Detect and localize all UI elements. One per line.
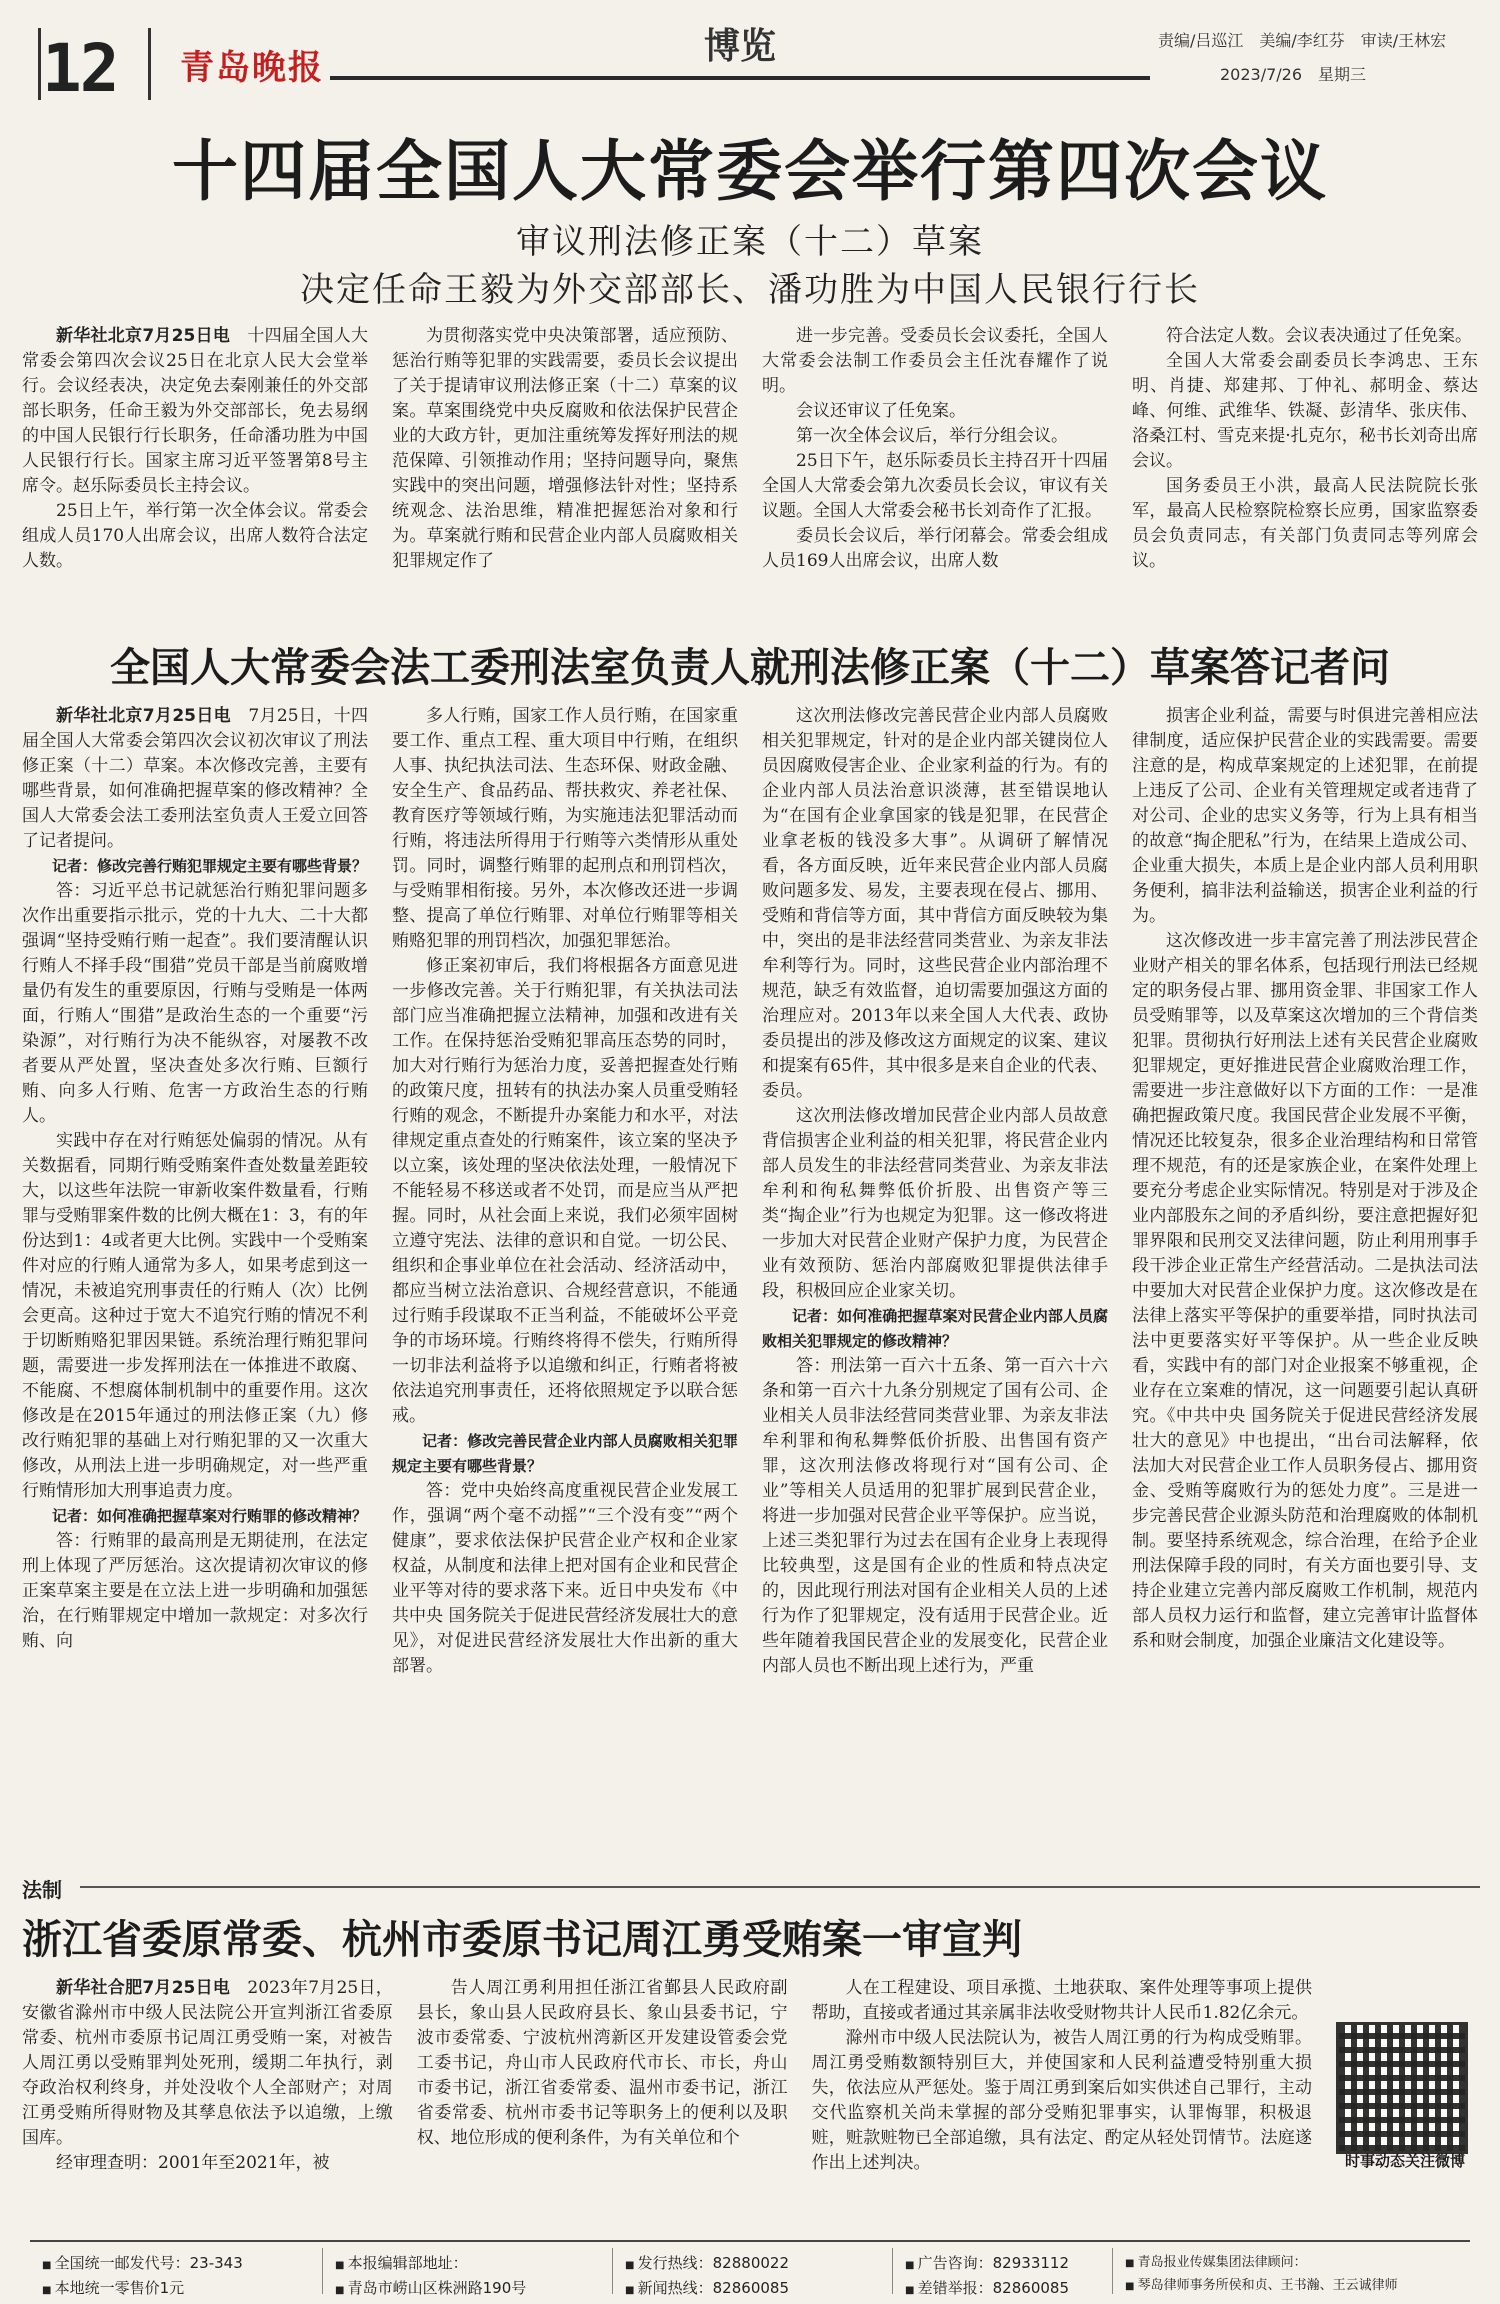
footer-distribution-hotline: ■ 发行热线：82880022 — [625, 2254, 789, 2272]
section-title: 博览 — [703, 26, 776, 67]
dateline: 新华社合肥7月25日电 — [56, 1978, 248, 1998]
masthead-rule-mid — [148, 28, 151, 100]
paragraph: 实践中存在对行贿惩处偏弱的情况。从有关数据看，同期行贿受贿案件查处数量差距较大，以这些年法院一审新收案件数量看，行贿罪与受贿罪案件数的比例大概在1：3，有的年份达到1：4或者更大比例。实践中一个受贿案件对应的行贿人通常为多人，如果考虑到这一情况，未被追究刑事责任的行贿人（次）比例会更高。这种过于宽大不追究行贿的情况不利于切断贿赂犯罪因果链。系统治理行贿犯罪问题，需要进一步发挥刑法在一体推进不敢腐、不能腐、不想腐体制机制中的重要作用。这次修改是在2015年通过的刑法修正案（九）修改行贿犯罪的基础上对行贿犯罪的又一次重大修改，从刑法上进一步明确规定，对一些严重行贿情形加大刑事追责力度。 — [22, 1131, 368, 1501]
article2-column — [22, 704, 368, 1854]
question: 记者：修改完善行贿犯罪规定主要有哪些背景？ — [52, 857, 368, 875]
article2-headline: 全国人大常委会法工委刑法室负责人就刑法修正案（十二）草案答记者问 — [110, 645, 1390, 691]
masthead-rule — [330, 76, 1150, 80]
paragraph: 损害企业利益，需要与时俱进完善相应法律制度，适应保护民营企业的实践需要。需要注意的是，构成草案规定的上述犯罪，在前提上违反了公司、企业有关管理规定或者违背了对公司、企业的忠实义务等，行为上具有相当的故意“掏企肥私”行为，在结果上造成公司、企业重大损失，本质上是企业内部人员利用职务便利，搞非法利益输送，损害企业利益的行为。 — [1132, 706, 1478, 926]
paragraph: 新华社北京7月25日电 7月25日，十四届全国人大常委会第四次会议初次审议了刑法修正案（十二）草案。本次修改完善，主要有哪些背景，如何准确把握草案的修改精神？全国人大常委会法工委刑法室负责人王爱立回答了记者提问。 — [22, 706, 368, 851]
qr-code[interactable] — [1336, 2022, 1468, 2154]
footer-legal-value: ■ 琴岛律师事务所侯和贞、王书瀚、王云诚律师 — [1125, 2278, 1398, 2293]
article2-column — [1132, 704, 1478, 1854]
footer-divider — [322, 2248, 323, 2294]
dateline: 新华社北京7月25日电 — [56, 706, 249, 726]
paragraph: 答：刑法第一百六十五条、第一百六十六条和第一百六十九条分别规定了国有公司、企业相关人员非法经营同类营业罪、为亲友非法牟利罪和徇私舞弊低价折股、出售国有资产罪，这次刑法修改将现行对“国有公司、企业”等相关人员适用的犯罪扩展到民营企业，将进一步加强对民营企业平等保护。应当说，上述三类犯罪行为过去在国有企业身上表现得比较典型，这是国有企业的性质和特点决定的，因此现行刑法对国有企业相关人员的上述行为作了犯罪规定，没有适用于民营企业。近些年随着我国民营企业的发展变化，民营企业内部人员也不断出现上述行为，严重 — [762, 1356, 1108, 1676]
article1-column — [1132, 324, 1478, 614]
article1-column — [762, 324, 1108, 614]
paragraph: 新华社北京7月25日电 十四届全国人大常委会第四次会议25日在北京人民大会堂举行。会议经表决，决定免去秦刚兼任的外交部部长职务，任命王毅为外交部部长，免去易纲的中国人民银行行长职务，任命潘功胜为中国人民银行行长。国家主席习近平签署第8号主席令。赵乐际委员长主持会议。 — [22, 326, 368, 496]
footer-legal-label: ■ 青岛报业传媒集团法律顾问： — [1125, 2255, 1307, 2270]
footer-hotlines — [625, 2252, 789, 2302]
footer-error-report: ■ 差错举报：82860085 — [905, 2279, 1069, 2297]
paragraph: 这次刑法修改完善民营企业内部人员腐败相关犯罪规定，针对的是企业内部关键岗位人员因腐败侵害企业、企业家利益的行为。有的企业内部人员法治意识淡薄，甚至错误地认为“在国有企业拿国家的钱是犯罪，在民营企业拿老板的钱没多大事”。从调研了解情况看，各方面反映，近年来民营企业内部人员腐败问题多发、易发，主要表现在侵占、挪用、受贿和背信等方面，其中背信方面反映较为集中，突出的是非法经营同类营业、为亲友非法牟利等行为。同时，这些民营企业内部治理不规范，缺乏有效监督，迫切需要加强这方面的治理应对。2013年以来全国人大代表、政协委员提出的涉及修改这方面规定的议案、建议和提案有65件，其中很多是来自企业的代表、委员。 — [762, 706, 1108, 1101]
footer-postal — [42, 2252, 243, 2302]
article2-column — [762, 704, 1108, 1854]
page-number: 12 — [42, 30, 118, 107]
paragraph: 国务委员王小洪，最高人民法院院长张军，最高人民检察院检察长应勇，国家监察委员会负责同志，有关部门负责同志等列席会议。 — [1132, 476, 1478, 571]
footer-address-label: ■ 本报编辑部地址： — [335, 2254, 468, 2272]
paragraph: 滁州市中级人民法院认为，被告人周江勇的行为构成受贿罪。周江勇受贿数额特别巨大，并使国家和人民利益遭受特别重大损失，依法应从严惩处。鉴于周江勇到案后如实供述自己罪行，主动交代监察机关尚未掌握的部分受贿犯罪事实，认罪悔罪，积极退赃，赃款赃物已全部追缴，具有法定、酌定从轻处罚情节。法庭遂作出上述判决。 — [811, 2028, 1312, 2173]
question: 记者：如何准确把握草案对行贿罪的修改精神？ — [52, 1507, 368, 1525]
footer-ads — [905, 2252, 1069, 2302]
question: 记者：如何准确把握草案对民营企业内部人员腐败相关犯罪规定的修改精神？ — [762, 1307, 1108, 1350]
dateline: 新华社北京7月25日电 — [56, 326, 248, 346]
paragraph: 委员长会议后，举行闭幕会。常委会组成人员169人出席会议，出席人数 — [762, 526, 1108, 571]
paragraph: 告人周江勇利用担任浙江省鄞县人民政府副县长，象山县人民政府县长、象山县委书记，宁波市委常委、宁波杭州湾新区开发建设管委会党工委书记，舟山市人民政府代市长、市长，舟山市委书记，浙江省委常委、温州市委书记，浙江省委常委、杭州市委书记等职务上的便利以及职权、地位形成的便利条件，为有关单位和个 — [416, 1978, 788, 2148]
article1-subhead1: 审议刑法修正案（十二）草案 — [516, 222, 984, 262]
paragraph: 为贯彻落实党中央决策部署，适应预防、惩治行贿等犯罪的实践需要，委员长会议提出了关于提请审议刑法修正案（十二）草案的议案。草案围绕党中央反腐败和依法保护民营企业的大政方针，更加注重统筹发挥好刑法的规范保障、引领推动作用；坚持问题导向，聚焦实践中的突出问题，增强修法针对性；坚持系统观念、法治思维，精准把握惩治对象和行为。草案就行贿和民营企业内部人员腐败相关犯罪规定作了 — [392, 326, 738, 571]
paragraph: 修正案初审后，我们将根据各方面意见进一步修改完善。关于行贿犯罪，有关执法司法部门应当准确把握立法精神，加强和改进有关工作。在保持惩治受贿犯罪高压态势的同时，加大对行贿行为惩治力度，妥善把握查处行贿的政策尺度，扭转有的执法办案人员重受贿轻行贿的观念，不断提升办案能力和水平，对法律规定重点查处的行贿案件，该立案的坚决予以立案，该处理的坚决依法处理，一般情况下不能轻易不移送或者不处罚，而是应当从严把握。同时，从社会面上来说，我们必须牢固树立遵守宪法、法律的意识和自觉。一切公民、组织和企事业单位在社会活动、经济活动中，都应当树立法治意识、合规经营意识，不能通过行贿手段谋取不正当利益，不能破坏公平竞争的市场环境。行贿终将得不偿失，行贿所得一切非法利益将予以追缴和纠正，行贿者将被依法追究刑事责任，还将依照规定予以联合惩戒。 — [392, 956, 738, 1426]
footer-postal-code: ■ 全国统一邮发代号：23-343 — [42, 2254, 243, 2272]
paragraph: 新华社合肥7月25日电 2023年7月25日，安徽省滁州市中级人民法院公开宣判浙江省委原常委、杭州市委原书记周江勇受贿一案，对被告人周江勇以受贿罪判处死刑，缓期二年执行，剥夺政治权利终身，并处没收个人全部财产；对周江勇受贿所得财物及其孳息依法予以追缴，上缴国库。 — [22, 1978, 393, 2148]
footer — [30, 2240, 1470, 2298]
footer-divider — [1112, 2248, 1113, 2294]
footer-price: ■ 本地统一零售价1元 — [42, 2279, 184, 2297]
paragraph: 25日下午，赵乐际委员长主持召开十四届全国人大常委会第九次委员长会议，审议有关议题。全国人大常委会秘书长刘奇作了汇报。 — [762, 451, 1108, 521]
article3-column — [417, 1976, 788, 2196]
paper-logo: 青岛晚报 — [180, 48, 324, 88]
section-rule — [80, 1886, 1480, 1888]
article1-column — [392, 324, 738, 614]
article3-column — [812, 1976, 1313, 2196]
paragraph: 多人行贿，国家工作人员行贿，在国家重要工作、重点工程、重大项目中行贿，在组织人事、执纪执法司法、生态环保、财政金融、安全生产、食品药品、帮扶救灾、养老社保、教育医疗等领域行贿，为实施违法犯罪活动而行贿，将违法所得用于行贿等六类情形从重处罚。同时，调整行贿罪的起刑点和刑罚档次，与受贿罪相衔接。另外，本次修改还进一步调整、提高了单位行贿罪、对单位行贿罪等相关贿赂犯罪的刑罚档次，加强犯罪惩治。 — [392, 706, 738, 951]
paragraph: 这次刑法修改增加民营企业内部人员故意背信损害企业利益的相关犯罪，将民营企业内部人员发生的非法经营同类营业、为亲友非法牟利和徇私舞弊低价折股、出售资产等三类“掏企业”行为也规定为犯罪。这一修改将进一步加大对民营企业财产保护力度，为民营企业有效预防、惩治内部腐败犯罪提供法律手段，积极回应企业家关切。 — [762, 1106, 1108, 1301]
footer-address — [335, 2252, 526, 2302]
paragraph: 进一步完善。受委员长会议委托，全国人大常委会法制工作委员会主任沈春耀作了说明。 — [762, 326, 1108, 396]
paragraph: 符合法定人数。会议表决通过了任免案。 — [1166, 326, 1472, 346]
paragraph: 答：习近平总书记就惩治行贿犯罪问题多次作出重要指示批示，党的十九大、二十大都强调“坚持受贿行贿一起查”。我们要清醒认识行贿人不择手段“围猎”党员干部是当前腐败增量仍有发生的重要原因，行贿与受贿是一体两面，行贿人“围猎”是政治生态的一个重要“污染源”，对行贿行为决不能纵容，对屡教不改者要从严处置，坚决查处多次行贿、巨额行贿、向多人行贿、危害一方政治生态的行贿人。 — [22, 881, 368, 1126]
article2-body — [22, 704, 1478, 1854]
issue-date: 2023/7/26 星期三 — [1220, 65, 1367, 84]
article1-headline: 十四届全国人大常委会举行第四次会议 — [172, 133, 1328, 210]
paragraph: 全国人大常委会副委员长李鸿忠、王东明、肖捷、郑建邦、丁仲礼、郝明金、蔡达峰、何维、武维华、铁凝、彭清华、张庆伟、洛桑江村、雪克来提·扎克尔，秘书长刘奇出席会议。 — [1132, 351, 1478, 471]
article1-body — [22, 324, 1478, 614]
paragraph: 这次修改进一步丰富完善了刑法涉民营企业财产相关的罪名体系，包括现行刑法已经规定的职务侵占罪、挪用资金罪、非国家工作人员受贿罪等，以及草案这次增加的三个背信类犯罪。贯彻执行好刑法上述有关民营企业腐败犯罪规定，更好推进民营企业腐败治理工作，需要进一步注意做好以下方面的工作：一是准确把握政策尺度。我国民营企业发展不平衡，情况还比较复杂，很多企业治理结构和日常管理不规范，有的还是家族企业，在案件处理上要充分考虑企业实际情况。特别是对于涉及企业内部股东之间的矛盾纠纷，要注意把握好犯罪界限和民刑交叉法律问题，防止利用刑事手段干涉企业正常生产经营活动。二是执法司法中要加大对民营企业保护力度。这次修改是在法律上落实平等保护的重要举措，同时执法司法中更要落实好平等保护。从一些企业反映看，实践中有的部门对企业报案不够重视，企业存在立案难的情况，这一问题要引起认真研究。《中共中央 国务院关于促进民营经济发展壮大的意见》中也提出，“出台司法解释，依法加大对民营企业工作人员职务侵占、挪用资金、受贿等腐败行为的惩处力度”。三是进一步完善民营企业源头防范和治理腐败的体制机制。要坚持系统观念，综合治理，在给予企业刑法保障手段的同时，有关方面也要引导、支持企业建立完善内部反腐败工作机制，规范内部人员权力运行和监督，建立完善审计监督体系和财会制度，加强企业廉洁文化建设等。 — [1132, 931, 1478, 1651]
section-tag: 法制 — [22, 1878, 62, 1902]
paragraph: 人在工程建设、项目承揽、土地获取、案件处理等事项上提供帮助，直接或者通过其亲属非法收受财物共计人民币1.82亿余元。 — [811, 1978, 1312, 2023]
article1-column — [22, 324, 368, 614]
footer-address-value: ■ 青岛市崂山区株洲路190号 — [335, 2279, 526, 2297]
footer-legal — [1125, 2252, 1398, 2298]
footer-news-hotline: ■ 新闻热线：82860085 — [625, 2279, 789, 2297]
paragraph: 答：行贿罪的最高刑是无期徒刑，在法定刑上体现了严厉惩治。这次提请初次审议的修正案草案主要是在立法上进一步明确和加强惩治，在行贿罪规定中增加一款规定：对多次行贿、向 — [22, 1531, 368, 1651]
article3-headline: 浙江省委原常委、杭州市委原书记周江勇受贿案一审宣判 — [22, 1917, 1022, 1963]
question: 记者：修改完善民营企业内部人员腐败相关犯罪规定主要有哪些背景？ — [392, 1432, 738, 1475]
footer-ad-hotline: ■ 广告咨询：82933112 — [905, 2254, 1069, 2272]
paragraph: 会议还审议了任免案。 — [796, 401, 966, 421]
paragraph: 答：党中央始终高度重视民营企业发展工作，强调“两个毫不动摇”“三个没有变”“两个健康”，要求依法保护民营企业产权和企业家权益，从制度和法律上把对国有企业和民营企业平等对待的要求落下来。近日中央发布《中共中央 国务院关于促进民营经济发展壮大的意见》，对促进民营经济发展壮大作出新的重大部署。 — [392, 1481, 738, 1676]
editor-credits: 责编/吕巡江 美编/李红芬 审读/王林宏 — [1158, 31, 1447, 50]
paragraph: 25日上午，举行第一次全体会议。常委会组成人员170人出席会议，出席人数符合法定人数。 — [22, 501, 368, 571]
qr-caption: 时事动态关注微博 — [1344, 2152, 1465, 2170]
article3-column — [22, 1976, 393, 2196]
footer-divider — [892, 2248, 893, 2294]
article3-body — [22, 1976, 1312, 2196]
paragraph: 经审理查明：2001年至2021年，被 — [56, 2153, 330, 2173]
footer-divider — [612, 2248, 613, 2294]
article2-column — [392, 704, 738, 1854]
paragraph: 第一次全体会议后，举行分组会议。 — [796, 426, 1068, 446]
article1-subhead2: 决定任命王毅为外交部部长、潘功胜为中国人民银行行长 — [300, 270, 1200, 310]
masthead-rule-left — [38, 28, 41, 100]
